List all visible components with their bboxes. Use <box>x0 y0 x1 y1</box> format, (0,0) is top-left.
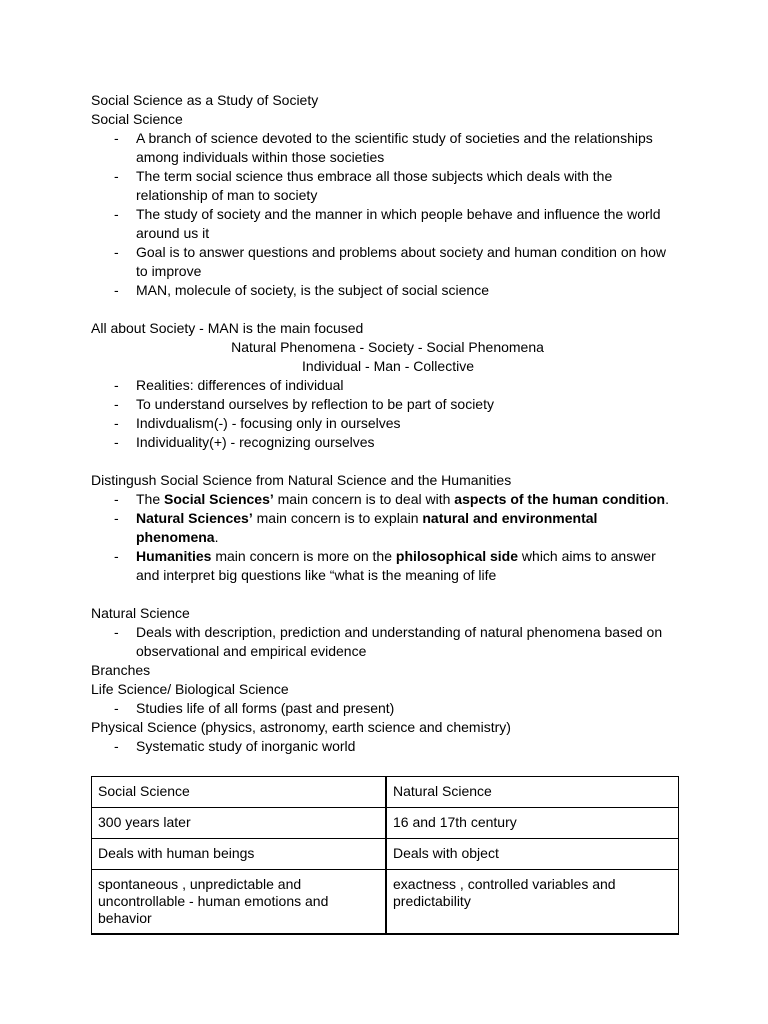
doc-title: Social Science as a Study of Society <box>91 92 319 108</box>
text-run: main concern is to deal with <box>273 491 455 507</box>
text-run: . <box>665 491 669 507</box>
table-cell: Natural Science <box>386 777 679 808</box>
centered-line: Individual - Man - Collective <box>302 358 474 374</box>
list-item: - Deals with description, prediction and understanding of natural phenomena based on observational and empirical evidence <box>91 623 681 661</box>
list-item <box>91 509 681 547</box>
spacer <box>91 300 681 319</box>
text-run: . <box>214 529 219 545</box>
text-run: main concern is to explain <box>252 510 423 526</box>
section-heading: Branches <box>91 662 151 678</box>
table-row <box>92 839 679 870</box>
bullet-list <box>91 623 681 661</box>
text-run: which aims to answer and interpret big questions like “what is the meaning of life <box>136 548 656 583</box>
document-page <box>91 91 681 935</box>
section-heading: Distingush Social Science from Natural Science and the Humanities <box>91 472 512 488</box>
list-item: - Realities: differences of individual <box>91 376 681 395</box>
section-heading: Life Science/ Biological Science <box>91 681 289 697</box>
table-row <box>92 870 679 935</box>
list-item: - MAN, molecule of society, is the subject of social science <box>91 281 681 300</box>
bullet-list <box>91 376 681 452</box>
list-item: - Systematic study of inorganic world <box>91 737 681 756</box>
text-run: The <box>136 491 165 507</box>
table-cell: 300 years later <box>92 808 387 839</box>
section-heading: Social Science <box>91 111 183 127</box>
bold-text: philosophical side <box>395 548 519 564</box>
bold-text: natural and environmental phenomena <box>136 510 598 545</box>
section-heading: Physical Science (physics, astronomy, earth science and chemistry) <box>91 719 511 735</box>
list-item: - To understand ourselves by reflection to be part of society <box>91 395 681 414</box>
bold-text: aspects of the human condition <box>454 491 666 507</box>
list-item <box>91 547 681 585</box>
table-row <box>92 808 679 839</box>
list-item <box>91 490 681 509</box>
centered-line: Natural Phenomena - Society - Social Phenomena <box>231 339 544 355</box>
list-item: - The term social science thus embrace all those subjects which deals with the relationship of man to society <box>91 167 681 205</box>
table-cell: exactness , controlled variables and predictability <box>386 870 679 935</box>
table-cell: Deals with human beings <box>92 839 387 870</box>
list-item: - The study of society and the manner in which people behave and influence the world around us it <box>91 205 681 243</box>
section-heading: Natural Science <box>91 605 190 621</box>
list-item: - Studies life of all forms (past and present) <box>91 699 681 718</box>
text-run: main concern is more on the <box>211 548 396 564</box>
section-heading: All about Society - MAN is the main focused <box>91 320 364 336</box>
table-cell: Deals with object <box>386 839 679 870</box>
list-item: - Indivdualism(-) - focusing only in ourselves <box>91 414 681 433</box>
table-cell: Social Science <box>92 777 387 808</box>
bold-text: Natural Sciences’ <box>136 510 253 526</box>
list-item: - A branch of science devoted to the scientific study of societies and the relationships among individuals within those societies <box>91 129 681 167</box>
spacer <box>91 452 681 471</box>
bullet-list <box>91 490 681 585</box>
table-cell: 16 and 17th century <box>386 808 679 839</box>
bullet-list <box>91 737 681 756</box>
bold-text: Humanities <box>136 548 212 564</box>
bullet-list <box>91 699 681 718</box>
table-cell: spontaneous , unpredictable and uncontrollable - human emotions and behavior <box>92 870 387 935</box>
list-item: - Goal is to answer questions and problems about society and human condition on how to improve <box>91 243 681 281</box>
bullet-list <box>91 129 681 300</box>
spacer <box>91 585 681 604</box>
bold-text: Social Sciences’ <box>164 491 274 507</box>
comparison-table <box>91 776 679 935</box>
list-item: - Individuality(+) - recognizing ourselves <box>91 433 681 452</box>
table-row <box>92 777 679 808</box>
